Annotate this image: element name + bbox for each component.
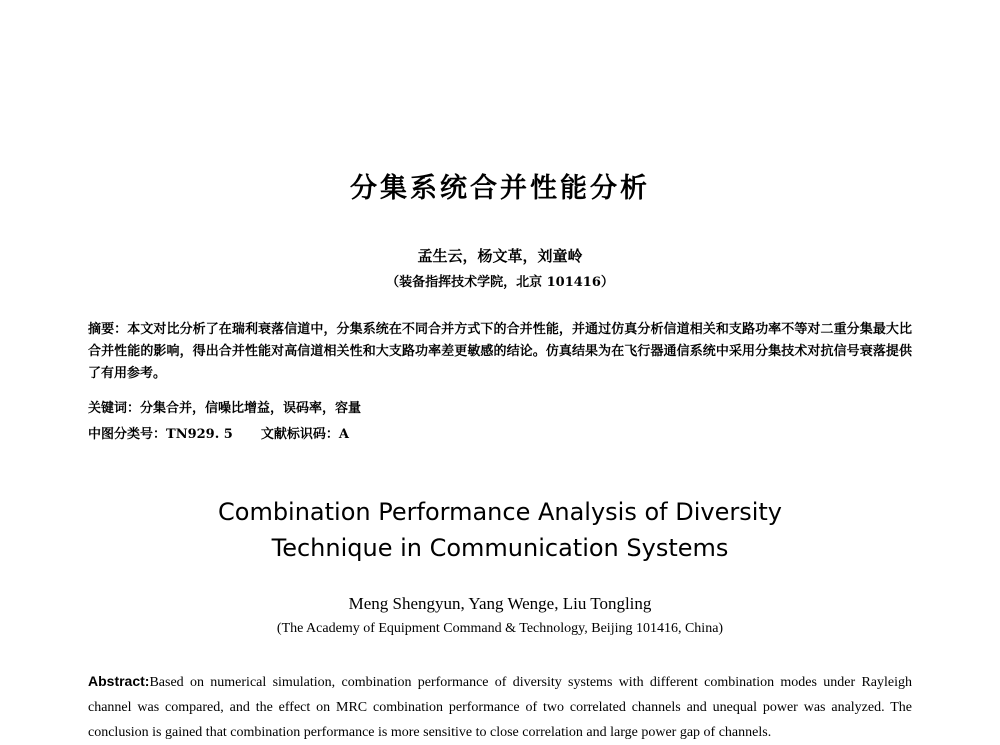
english-title-line-1: Combination Performance Analysis of Diversity — [218, 498, 782, 526]
chinese-keywords — [88, 397, 361, 416]
chinese-title: 分集系统合并性能分析 — [350, 173, 650, 204]
english-abstract-text: Based on numerical simulation, combination performance of diversity systems with different combination modes under Rayleigh channel was compared, and the effect on MRC combination performance of two correlated channels and unequal power was analyzed. The conclusion is gained that combination performance is more sensitive to close correlation and large power gap of channels. — [88, 675, 912, 740]
chinese-abstract-label: 摘要： — [88, 322, 128, 337]
chinese-affiliation: （装备指挥技术学院，北京 101416） — [386, 275, 614, 290]
english-authors: Meng Shengyun, Yang Wenge, Liu Tongling — [348, 594, 652, 613]
document-code-label: 文献标识码： — [260, 427, 339, 442]
english-abstract — [88, 669, 912, 745]
english-abstract-label: Abstract: — [88, 673, 150, 689]
english-title-line-2: Technique in Communication Systems — [271, 534, 729, 562]
classification-value: TN929. 5 — [166, 427, 233, 442]
english-affiliation: (The Academy of Equipment Command & Technology, Beijing 101416, China) — [276, 621, 724, 636]
document-code-value: A — [338, 427, 349, 442]
chinese-classification — [88, 423, 349, 442]
classification-label: 中图分类号： — [88, 427, 167, 442]
english-title — [0, 494, 1000, 566]
chinese-authors: 孟生云，杨文革，刘童岭 — [417, 247, 583, 265]
chinese-abstract — [88, 319, 912, 385]
chinese-keywords-text: 分集合并，信噪比增益，误码率，容量 — [140, 401, 362, 416]
chinese-keywords-label: 关键词： — [88, 401, 141, 416]
chinese-abstract-text: 本文对比分析了在瑞利衰落信道中，分集系统在不同合并方式下的合并性能，并通过仿真分析信道相关和支路功率不等对二重分集最大比合并性能的影响，得出合并性能对高信道相关性和大支路功率差更敏感的结论。仿真结果为在飞行器通信系统中采用分集技术对抗信号衰落提供了有用参考。 — [88, 322, 912, 381]
